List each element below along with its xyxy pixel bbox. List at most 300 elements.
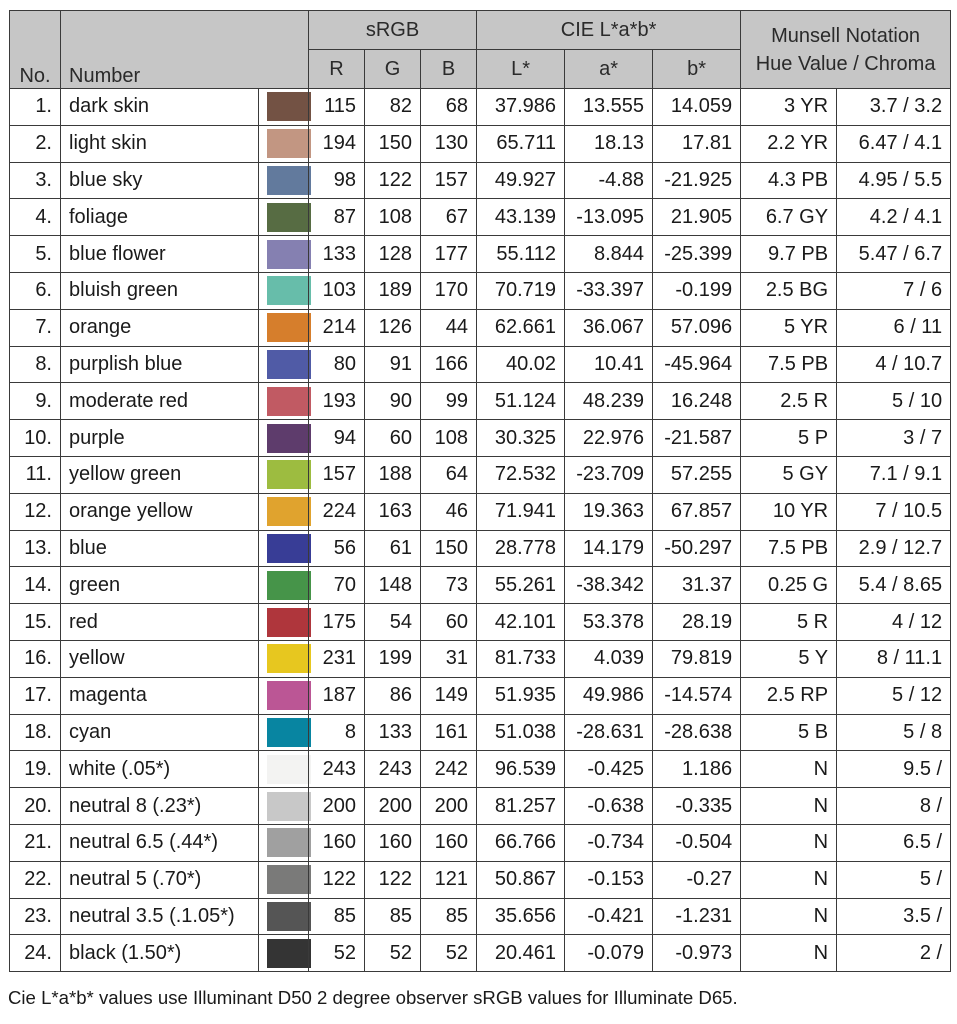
row-number: 14. <box>10 567 61 604</box>
munsell-hue: N <box>741 824 837 861</box>
srgb-g: 122 <box>365 861 421 898</box>
lab-b: 79.819 <box>653 640 741 677</box>
color-name: neutral 5 (.70*) <box>61 861 259 898</box>
munsell-value-chroma: 3 / 7 <box>837 420 951 457</box>
srgb-g: 122 <box>365 162 421 199</box>
color-swatch <box>267 534 311 563</box>
row-number: 12. <box>10 493 61 530</box>
lab-l: 71.941 <box>477 493 565 530</box>
munsell-value-chroma: 7.1 / 9.1 <box>837 456 951 493</box>
table-row <box>10 824 951 861</box>
srgb-b: 160 <box>421 824 477 861</box>
color-name: cyan <box>61 714 259 751</box>
srgb-b: 242 <box>421 751 477 788</box>
srgb-g: 189 <box>365 272 421 309</box>
row-number: 11. <box>10 456 61 493</box>
munsell-hue: 5 B <box>741 714 837 751</box>
swatch-cell <box>259 456 309 493</box>
srgb-r: 193 <box>309 383 365 420</box>
munsell-value-chroma: 6.47 / 4.1 <box>837 125 951 162</box>
lab-a: 10.41 <box>565 346 653 383</box>
munsell-hue: 2.2 YR <box>741 125 837 162</box>
srgb-r: 70 <box>309 567 365 604</box>
lab-a: -13.095 <box>565 199 653 236</box>
row-number: 21. <box>10 824 61 861</box>
srgb-r: 187 <box>309 677 365 714</box>
color-name: magenta <box>61 677 259 714</box>
row-number: 1. <box>10 89 61 126</box>
table-row <box>10 346 951 383</box>
lab-b: 31.37 <box>653 567 741 604</box>
srgb-r: 133 <box>309 236 365 273</box>
srgb-g: 60 <box>365 420 421 457</box>
row-number: 16. <box>10 640 61 677</box>
swatch-cell <box>259 125 309 162</box>
srgb-r: 160 <box>309 824 365 861</box>
srgb-g: 188 <box>365 456 421 493</box>
munsell-hue: 2.5 BG <box>741 272 837 309</box>
munsell-hue: 5 YR <box>741 309 837 346</box>
munsell-value-chroma: 5 / <box>837 861 951 898</box>
srgb-g: 86 <box>365 677 421 714</box>
header-munsell-line1: Munsell Notation <box>771 24 921 47</box>
lab-b: -0.199 <box>653 272 741 309</box>
srgb-r: 175 <box>309 604 365 641</box>
color-name: yellow <box>61 640 259 677</box>
srgb-r: 94 <box>309 420 365 457</box>
munsell-value-chroma: 2.9 / 12.7 <box>837 530 951 567</box>
lab-b: 16.248 <box>653 383 741 420</box>
lab-a: 18.13 <box>565 125 653 162</box>
swatch-cell <box>259 640 309 677</box>
table-row <box>10 456 951 493</box>
table-row <box>10 236 951 273</box>
table-row <box>10 751 951 788</box>
table-row <box>10 861 951 898</box>
color-name: light skin <box>61 125 259 162</box>
srgb-r: 231 <box>309 640 365 677</box>
lab-l: 65.711 <box>477 125 565 162</box>
row-number: 4. <box>10 199 61 236</box>
srgb-b: 121 <box>421 861 477 898</box>
lab-a: -23.709 <box>565 456 653 493</box>
table-row <box>10 788 951 825</box>
color-name: purple <box>61 420 259 457</box>
swatch-cell <box>259 383 309 420</box>
srgb-g: 133 <box>365 714 421 751</box>
lab-a: -0.734 <box>565 824 653 861</box>
lab-l: 30.325 <box>477 420 565 457</box>
lab-l: 49.927 <box>477 162 565 199</box>
munsell-value-chroma: 4.95 / 5.5 <box>837 162 951 199</box>
table-header <box>10 11 951 89</box>
row-number: 2. <box>10 125 61 162</box>
row-number: 13. <box>10 530 61 567</box>
srgb-b: 64 <box>421 456 477 493</box>
swatch-cell <box>259 714 309 751</box>
table-row <box>10 420 951 457</box>
table-body <box>10 89 951 972</box>
munsell-hue: 0.25 G <box>741 567 837 604</box>
row-number: 15. <box>10 604 61 641</box>
lab-a: 48.239 <box>565 383 653 420</box>
munsell-value-chroma: 5 / 12 <box>837 677 951 714</box>
lab-b: -1.231 <box>653 898 741 935</box>
row-number: 23. <box>10 898 61 935</box>
munsell-value-chroma: 3.5 / <box>837 898 951 935</box>
lab-a: 13.555 <box>565 89 653 126</box>
color-name: red <box>61 604 259 641</box>
table-row <box>10 714 951 751</box>
row-number: 18. <box>10 714 61 751</box>
srgb-r: 243 <box>309 751 365 788</box>
header-srgb: sRGB <box>309 11 477 50</box>
srgb-b: 170 <box>421 272 477 309</box>
header-r: R <box>309 50 365 89</box>
lab-a: 19.363 <box>565 493 653 530</box>
munsell-value-chroma: 8 / <box>837 788 951 825</box>
lab-l: 51.038 <box>477 714 565 751</box>
lab-a: -0.079 <box>565 935 653 972</box>
swatch-cell <box>259 199 309 236</box>
munsell-value-chroma: 5 / 10 <box>837 383 951 420</box>
lab-l: 50.867 <box>477 861 565 898</box>
color-name: purplish blue <box>61 346 259 383</box>
srgb-r: 80 <box>309 346 365 383</box>
table-row <box>10 162 951 199</box>
row-number: 10. <box>10 420 61 457</box>
swatch-cell <box>259 824 309 861</box>
srgb-r: 115 <box>309 89 365 126</box>
lab-a: -0.421 <box>565 898 653 935</box>
color-name: neutral 8 (.23*) <box>61 788 259 825</box>
table-row <box>10 89 951 126</box>
color-swatch <box>267 755 311 784</box>
table-row <box>10 677 951 714</box>
lab-a: -33.397 <box>565 272 653 309</box>
color-name: foliage <box>61 199 259 236</box>
srgb-g: 163 <box>365 493 421 530</box>
lab-l: 66.766 <box>477 824 565 861</box>
row-number: 24. <box>10 935 61 972</box>
srgb-g: 90 <box>365 383 421 420</box>
color-swatch <box>267 460 311 489</box>
lab-l: 55.261 <box>477 567 565 604</box>
srgb-r: 8 <box>309 714 365 751</box>
swatch-cell <box>259 272 309 309</box>
lab-b: -0.973 <box>653 935 741 972</box>
lab-a: -4.88 <box>565 162 653 199</box>
munsell-hue: 7.5 PB <box>741 530 837 567</box>
srgb-b: 60 <box>421 604 477 641</box>
table-row <box>10 125 951 162</box>
munsell-value-chroma: 6 / 11 <box>837 309 951 346</box>
lab-a: -0.638 <box>565 788 653 825</box>
lab-b: -0.27 <box>653 861 741 898</box>
munsell-hue: 2.5 R <box>741 383 837 420</box>
srgb-b: 67 <box>421 199 477 236</box>
lab-b: -21.587 <box>653 420 741 457</box>
header-number: Number <box>61 11 309 89</box>
color-swatch <box>267 939 311 968</box>
swatch-cell <box>259 162 309 199</box>
srgb-b: 73 <box>421 567 477 604</box>
lab-a: 14.179 <box>565 530 653 567</box>
srgb-r: 98 <box>309 162 365 199</box>
color-name: neutral 3.5 (.1.05*) <box>61 898 259 935</box>
header-b-star: b* <box>653 50 741 89</box>
munsell-hue: N <box>741 751 837 788</box>
color-swatch <box>267 92 311 121</box>
color-swatch <box>267 644 311 673</box>
color-name: moderate red <box>61 383 259 420</box>
color-swatch <box>267 240 311 269</box>
table-row <box>10 604 951 641</box>
srgb-b: 46 <box>421 493 477 530</box>
header-g: G <box>365 50 421 89</box>
lab-a: 49.986 <box>565 677 653 714</box>
munsell-hue: 3 YR <box>741 89 837 126</box>
lab-b: 17.81 <box>653 125 741 162</box>
munsell-hue: 10 YR <box>741 493 837 530</box>
munsell-value-chroma: 5 / 8 <box>837 714 951 751</box>
lab-l: 96.539 <box>477 751 565 788</box>
lab-l: 51.124 <box>477 383 565 420</box>
lab-l: 35.656 <box>477 898 565 935</box>
color-swatch <box>267 497 311 526</box>
srgb-b: 68 <box>421 89 477 126</box>
color-swatch <box>267 313 311 342</box>
swatch-cell <box>259 604 309 641</box>
srgb-g: 243 <box>365 751 421 788</box>
srgb-b: 52 <box>421 935 477 972</box>
munsell-hue: N <box>741 935 837 972</box>
swatch-cell <box>259 493 309 530</box>
swatch-cell <box>259 935 309 972</box>
srgb-g: 91 <box>365 346 421 383</box>
srgb-b: 150 <box>421 530 477 567</box>
lab-b: -0.504 <box>653 824 741 861</box>
lab-a: -0.153 <box>565 861 653 898</box>
lab-l: 72.532 <box>477 456 565 493</box>
header-a: a* <box>565 50 653 89</box>
table-row <box>10 567 951 604</box>
srgb-b: 99 <box>421 383 477 420</box>
header-cielab: CIE L*a*b* <box>477 11 741 50</box>
lab-b: 57.255 <box>653 456 741 493</box>
lab-a: -0.425 <box>565 751 653 788</box>
munsell-value-chroma: 8 / 11.1 <box>837 640 951 677</box>
color-name: orange yellow <box>61 493 259 530</box>
swatch-cell <box>259 346 309 383</box>
munsell-hue: 5 R <box>741 604 837 641</box>
srgb-b: 44 <box>421 309 477 346</box>
srgb-b: 108 <box>421 420 477 457</box>
srgb-r: 85 <box>309 898 365 935</box>
lab-l: 55.112 <box>477 236 565 273</box>
color-swatch <box>267 276 311 305</box>
munsell-value-chroma: 7 / 10.5 <box>837 493 951 530</box>
munsell-hue: N <box>741 788 837 825</box>
row-number: 7. <box>10 309 61 346</box>
srgb-g: 108 <box>365 199 421 236</box>
row-number: 8. <box>10 346 61 383</box>
table-row <box>10 383 951 420</box>
munsell-hue: 6.7 GY <box>741 199 837 236</box>
srgb-g: 82 <box>365 89 421 126</box>
color-swatch <box>267 424 311 453</box>
color-checker-table <box>9 10 951 972</box>
color-name: bluish green <box>61 272 259 309</box>
lab-l: 28.778 <box>477 530 565 567</box>
lab-l: 20.461 <box>477 935 565 972</box>
munsell-hue: N <box>741 898 837 935</box>
color-name: orange <box>61 309 259 346</box>
lab-l: 51.935 <box>477 677 565 714</box>
munsell-value-chroma: 9.5 / <box>837 751 951 788</box>
srgb-g: 52 <box>365 935 421 972</box>
munsell-value-chroma: 5.47 / 6.7 <box>837 236 951 273</box>
srgb-g: 61 <box>365 530 421 567</box>
munsell-hue: 5 GY <box>741 456 837 493</box>
color-name: white (.05*) <box>61 751 259 788</box>
lab-b: -25.399 <box>653 236 741 273</box>
color-name: blue sky <box>61 162 259 199</box>
swatch-cell <box>259 898 309 935</box>
table-row <box>10 530 951 567</box>
header-l: L* <box>477 50 565 89</box>
table-row <box>10 199 951 236</box>
srgb-g: 148 <box>365 567 421 604</box>
color-name: blue flower <box>61 236 259 273</box>
munsell-value-chroma: 5.4 / 8.65 <box>837 567 951 604</box>
munsell-value-chroma: 4 / 10.7 <box>837 346 951 383</box>
srgb-r: 103 <box>309 272 365 309</box>
lab-l: 62.661 <box>477 309 565 346</box>
color-swatch <box>267 203 311 232</box>
color-name: blue <box>61 530 259 567</box>
color-name: black (1.50*) <box>61 935 259 972</box>
lab-b: -45.964 <box>653 346 741 383</box>
color-name: neutral 6.5 (.44*) <box>61 824 259 861</box>
srgb-r: 224 <box>309 493 365 530</box>
row-number: 3. <box>10 162 61 199</box>
srgb-g: 199 <box>365 640 421 677</box>
lab-b: 21.905 <box>653 199 741 236</box>
srgb-r: 194 <box>309 125 365 162</box>
header-b: B <box>421 50 477 89</box>
srgb-b: 85 <box>421 898 477 935</box>
srgb-r: 200 <box>309 788 365 825</box>
munsell-hue: N <box>741 861 837 898</box>
munsell-value-chroma: 7 / 6 <box>837 272 951 309</box>
srgb-g: 126 <box>365 309 421 346</box>
row-number: 22. <box>10 861 61 898</box>
srgb-b: 130 <box>421 125 477 162</box>
lab-l: 81.733 <box>477 640 565 677</box>
lab-a: -38.342 <box>565 567 653 604</box>
munsell-value-chroma: 6.5 / <box>837 824 951 861</box>
row-number: 19. <box>10 751 61 788</box>
color-swatch <box>267 571 311 600</box>
swatch-cell <box>259 751 309 788</box>
row-number: 20. <box>10 788 61 825</box>
swatch-cell <box>259 530 309 567</box>
color-swatch <box>267 166 311 195</box>
lab-a: 22.976 <box>565 420 653 457</box>
srgb-b: 157 <box>421 162 477 199</box>
table-row <box>10 935 951 972</box>
srgb-r: 214 <box>309 309 365 346</box>
srgb-b: 177 <box>421 236 477 273</box>
lab-a: -28.631 <box>565 714 653 751</box>
table-row <box>10 309 951 346</box>
munsell-hue: 2.5 RP <box>741 677 837 714</box>
swatch-cell <box>259 788 309 825</box>
swatch-cell <box>259 567 309 604</box>
color-checker-table-container <box>9 10 951 972</box>
lab-a: 4.039 <box>565 640 653 677</box>
lab-l: 42.101 <box>477 604 565 641</box>
lab-b: 57.096 <box>653 309 741 346</box>
lab-b: -21.925 <box>653 162 741 199</box>
lab-b: 28.19 <box>653 604 741 641</box>
color-swatch <box>267 681 311 710</box>
table-row <box>10 898 951 935</box>
row-number: 5. <box>10 236 61 273</box>
lab-l: 70.719 <box>477 272 565 309</box>
lab-l: 43.139 <box>477 199 565 236</box>
color-name: yellow green <box>61 456 259 493</box>
swatch-cell <box>259 861 309 898</box>
srgb-r: 56 <box>309 530 365 567</box>
srgb-g: 150 <box>365 125 421 162</box>
color-swatch <box>267 387 311 416</box>
srgb-r: 52 <box>309 935 365 972</box>
row-number: 6. <box>10 272 61 309</box>
srgb-g: 128 <box>365 236 421 273</box>
lab-b: -50.297 <box>653 530 741 567</box>
lab-b: -28.638 <box>653 714 741 751</box>
srgb-g: 85 <box>365 898 421 935</box>
munsell-hue: 5 Y <box>741 640 837 677</box>
table-row <box>10 640 951 677</box>
srgb-b: 166 <box>421 346 477 383</box>
srgb-g: 160 <box>365 824 421 861</box>
header-munsell <box>741 11 951 89</box>
color-swatch <box>267 828 311 857</box>
header-munsell-line2: Hue Value / Chroma <box>755 52 936 75</box>
srgb-b: 31 <box>421 640 477 677</box>
table-caption: Cie L*a*b* values use Illuminant D50 2 degree observer sRGB values for Illuminate D65. <box>8 987 738 1008</box>
color-swatch <box>267 865 311 894</box>
lab-b: -14.574 <box>653 677 741 714</box>
color-swatch <box>267 792 311 821</box>
color-swatch <box>267 608 311 637</box>
swatch-cell <box>259 677 309 714</box>
header-no: No. <box>10 11 61 89</box>
color-swatch <box>267 902 311 931</box>
lab-b: 67.857 <box>653 493 741 530</box>
lab-b: -0.335 <box>653 788 741 825</box>
swatch-cell <box>259 89 309 126</box>
srgb-b: 161 <box>421 714 477 751</box>
srgb-r: 122 <box>309 861 365 898</box>
lab-a: 53.378 <box>565 604 653 641</box>
row-number: 17. <box>10 677 61 714</box>
table-row <box>10 272 951 309</box>
munsell-hue: 5 P <box>741 420 837 457</box>
